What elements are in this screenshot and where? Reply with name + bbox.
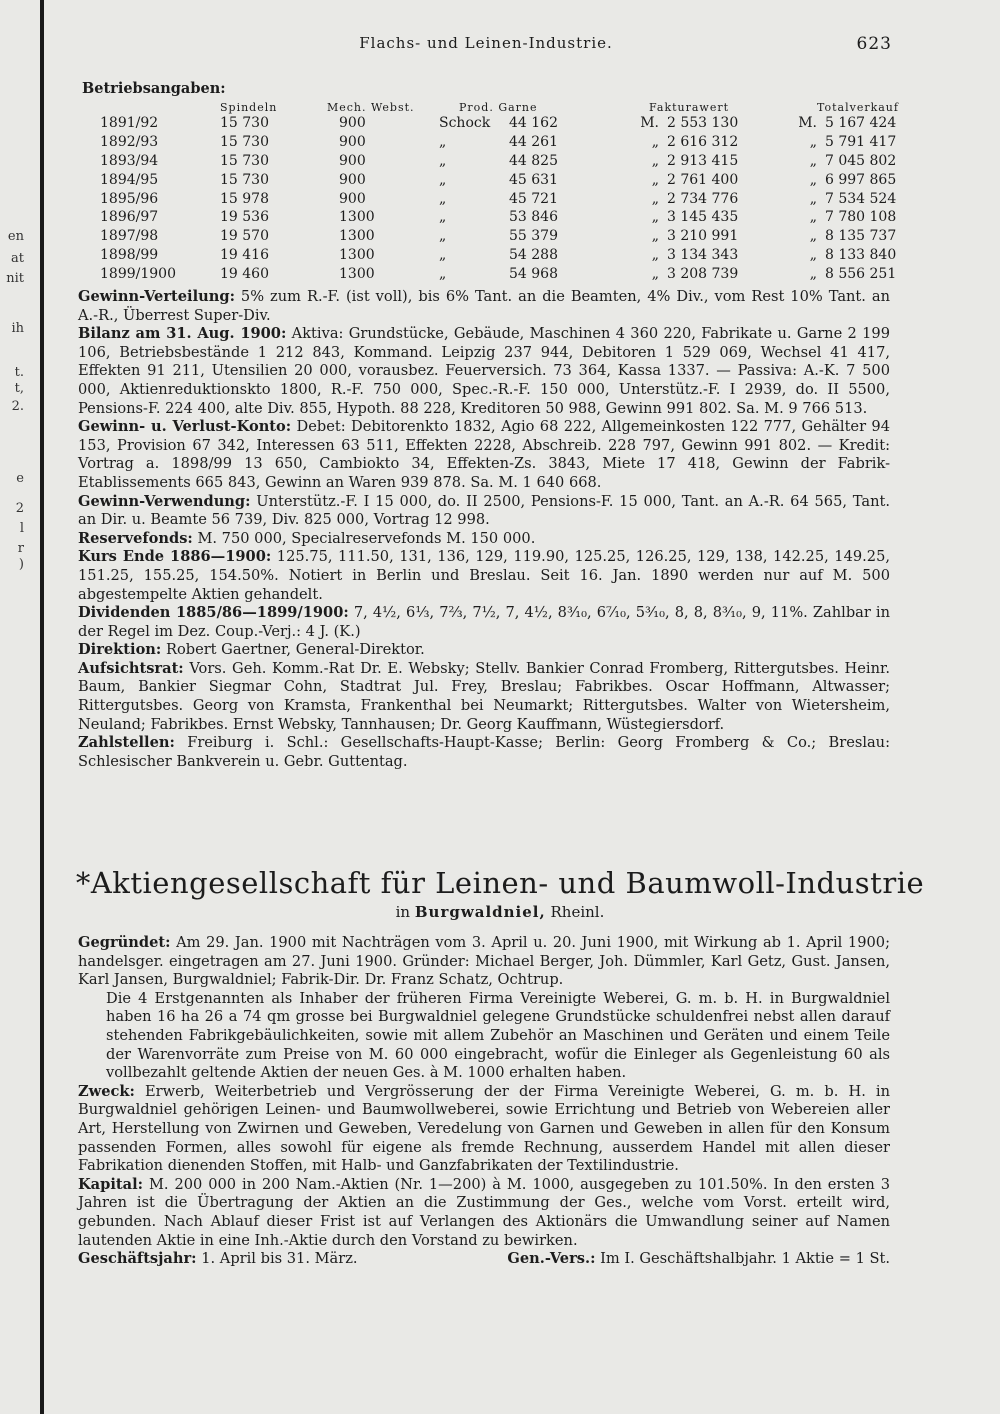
column-header: Mech. Webst. xyxy=(327,101,415,114)
gutter-fragment: at xyxy=(11,251,24,266)
table-cell: 53 846 xyxy=(509,209,558,226)
table-cell: 19 536 xyxy=(220,209,269,226)
table-cell: „ xyxy=(439,190,447,207)
column-header: Prod. Garne xyxy=(459,101,538,114)
entry-label: Reservefonds: xyxy=(78,529,193,547)
location-suffix: Rheinl. xyxy=(550,903,605,921)
entry-text: Aktiva: Grundstücke, Gebäude, Maschinen 4 360 220, Fabrikate u. Garne 2 199 106, Betriebsbestände 1 212 843, Kommand. Leipzig 237 944, Debitoren 1 529 069, Wechsel 41 417, Effekten 91 211, Utensilien 20 000, vorausbez. Feuerversich. 73 364, Kassa 1337. — Passiva: A.-K. 7 500 000, Aktienreduktionskto 1800, R.-F. 750 000, Spec.-R.-F. 150 000, Unterstütz.-F. I 2939, do. II 5500, Pensions-F. 224 400, alte Div. 855, Hypoth. 88 228, Kreditoren 50 988, Gewinn 991 802. Sa. M. 9 766 513. xyxy=(78,325,890,417)
table-cell: „ xyxy=(651,171,659,188)
table-cell: „ xyxy=(651,190,659,207)
table-cell: 19 460 xyxy=(220,265,269,282)
entry-text: Erwerb, Weiterbetrieb und Vergrösserung der der Firma Vereinigte Weberei, G. m. b. H. in Burgwaldniel gehörigen Leinen- und Baumwollweberei, sowie Errichtung und Betrieb von Webereien aller Art, Herstellung von Zwirnen und Geweben, Veredelung von Garnen und Geweben in allen für den Konsum passenden Formen, alles sowohl für eigene als fremde Rechnung, ausserdem Handel mit allen dieser Fabrikation dienenden Stoffen, mit Halb- und Ganzfabrikaten der Textilindustrie. xyxy=(78,1082,890,1175)
entry-text: 125.75, 111.50, 131, 136, 129, 119.90, 125.25, 126.25, 129, 138, 142.25, 149.25, 151.25, 155.25, 154.50%. Notiert in Berlin und Breslau. Seit 16. Jan. 1890 werden nur auf M. 500 abgestempelte Aktien gehandelt. xyxy=(78,548,890,603)
table-cell: „ xyxy=(651,265,659,282)
entry-kapital xyxy=(78,1176,890,1250)
table-cell: 54 968 xyxy=(509,265,558,282)
table-row xyxy=(82,246,915,265)
gutter-fragment: t. xyxy=(14,365,24,380)
table-cell: 8 135 737 xyxy=(825,228,897,245)
header-title: Flachs- und Leinen-Industrie. xyxy=(359,34,613,52)
table-cell: 7 534 524 xyxy=(825,190,897,207)
gutter-fragment: en xyxy=(7,229,24,244)
entry-label: Gewinn-Verteilung: xyxy=(78,288,235,305)
table-cell: 1300 xyxy=(339,228,375,245)
company-location xyxy=(60,903,940,921)
table-cell: 44 261 xyxy=(509,134,558,151)
section-gewinnverteilung xyxy=(78,288,890,771)
table-cell: 19 416 xyxy=(220,246,269,263)
entry-label: Gegründet: xyxy=(78,934,171,951)
table-cell: 900 xyxy=(339,134,366,151)
geschaeftsjahr-part xyxy=(78,1250,358,1269)
entry-zahlstellen xyxy=(78,734,890,771)
table-cell: „ xyxy=(651,152,659,169)
table-cell: 8 133 840 xyxy=(825,246,897,263)
table-cell: „ xyxy=(439,209,447,226)
running-header xyxy=(80,34,892,58)
gutter-fragment: 2 xyxy=(15,501,24,516)
table-cell: 900 xyxy=(339,171,366,188)
entry-gegruendet xyxy=(78,934,890,990)
entry-text: Freiburg i. Schl.: Gesellschafts-Haupt-Kasse; Berlin: Georg Fromberg & Co.; Breslau: Schlesischer Bankverein u. Gebr. Guttentag. xyxy=(78,734,890,770)
entry-dividenden xyxy=(78,604,890,641)
table-cell: 3 208 739 xyxy=(667,265,739,282)
table-cell: 1899/1900 xyxy=(100,265,176,282)
entry-text: M. 750 000, Specialreservefonds M. 150 000. xyxy=(192,529,536,547)
entry-label: Gewinn-Verwendung: xyxy=(78,492,251,510)
table-cell: 15 978 xyxy=(220,190,269,207)
table-cell: „ xyxy=(809,265,817,282)
table-cell: 2 761 400 xyxy=(667,171,739,188)
betriebsangaben-label: Betriebsangaben: xyxy=(82,80,226,97)
table-cell: 900 xyxy=(339,190,366,207)
table-row xyxy=(82,170,915,189)
table-cell: „ xyxy=(651,134,659,151)
table-cell: 3 210 991 xyxy=(667,228,739,245)
entry-gewinn-verlust xyxy=(78,418,890,492)
entry-text: Robert Gaertner, General-Direktor. xyxy=(161,641,425,659)
table-cell: „ xyxy=(651,228,659,245)
entry-zweck xyxy=(78,1083,890,1176)
column-header: Spindeln xyxy=(220,101,278,114)
table-cell: 19 570 xyxy=(220,228,269,245)
table-cell: 54 288 xyxy=(509,246,558,263)
location-prefix: in xyxy=(395,903,411,921)
entry-label: Zweck: xyxy=(78,1082,135,1100)
table-row xyxy=(82,189,915,208)
entry-label: Aufsichtsrat: xyxy=(78,659,184,677)
entry-gewinnverwendung xyxy=(78,493,890,530)
table-cell: 45 721 xyxy=(509,190,558,207)
table-cell: 15 730 xyxy=(220,152,269,169)
entry-text: Im I. Geschäftshalbjahr. 1 Aktie = 1 St. xyxy=(595,1250,890,1268)
table-cell: „ xyxy=(809,190,817,207)
entry-label: Direktion: xyxy=(78,641,162,659)
entry-text: Vors. Geh. Komm.-Rat Dr. E. Websky; Stellv. Bankier Conrad Fromberg, Rittergutsbes. Heinr. Baum, Bankier Siegmar Cohn, Stadtrat Jul. Frey, Breslau; Fabrikbes. Oscar Hoffmann, Altwasser; Rittergutsbes. Georg von Kramsta, Frankenthal bei Neumarkt; Rittergutsbes. Walter von Wietersheim, Neuland; Fabrikbes. Ernst Websky, Tannhausen; Dr. Georg Kauffmann, Wüstegiersdorf. xyxy=(78,659,890,733)
entry-text: M. 200 000 in 200 Nam.-Aktien (Nr. 1—200) à M. 1000, ausgegeben zu 101.50%. In den ersten 3 Jahren ist die Übertragung der Aktien an die Zustimmung der Ges., welche vom Vorst. erteilt wird, gebunden. Nach Ablauf dieser Frist ist auf Verlangen des Aktionärs die Umwandlung seiner auf Namen lautenden Aktie in eine Inh.-Aktie durch den Vorstand zu bewirken. xyxy=(78,1175,890,1249)
entry-text: 1. April bis 31. März. xyxy=(196,1250,358,1268)
entry-text: Debet: Debitorenkto 1832, Agio 68 222, Allgemeinkosten 122 777, Gehälter 94 153, Provision 67 342, Interessen 63 511, Effekten 2228, Abschreib. 228 797, Gewinn 991 802. — Kredit: Vortrag a. 1898/99 13 650, Cambiokto 34, Effekten-Zs. 3843, Miete 17 418, Gewinn der Fabrik-Etablissements 665 843, Gewinn an Waren 939 878. Sa. M. 1 640 668. xyxy=(78,418,890,491)
entry-gegruendet-detail: Die 4 Erstgenannten als Inhaber der früheren Firma Vereinigte Weberei, G. m. b. H. in Burgwaldniel haben 16 ha 26 a 74 qm grosse bei Burgwaldniel gelegene Grundstücke schuldenfrei nebst allen darauf stehenden Fabrikgebäulichkeiten, sowie mit allem Zubehör an Maschinen und Geräten und einem Teile der Warenvorräte zum Preise von M. 60 000 eingebracht, wofür die Einleger als Gegenleistung 60 als vollbezahlt geltende Aktien der neuen Ges. à M. 1000 erhalten haben. xyxy=(106,989,890,1082)
entry-gewinnverteilung xyxy=(78,288,890,325)
entry-text: 7, 4½, 6⅓, 7⅔, 7½, 7, 4½, 8³⁄₁₀, 6⁷⁄₁₀, 5³⁄₁₀, 8, 8, 8³⁄₁₀, 9, 11%. Zahlbar in der Regel im Dez. Coup.-Verj.: 4 J. (K.) xyxy=(78,604,890,640)
table-cell: 1895/96 xyxy=(100,190,159,207)
table-cell: 44 162 xyxy=(509,115,558,132)
table-row xyxy=(82,152,915,171)
genvers-part xyxy=(507,1250,890,1269)
table-cell: 15 730 xyxy=(220,171,269,188)
entry-label: Geschäftsjahr: xyxy=(78,1250,197,1268)
table-cell: 2 616 312 xyxy=(667,134,739,151)
table-cell: 15 730 xyxy=(220,134,269,151)
gutter-fragment: t, xyxy=(14,381,24,396)
table-row xyxy=(82,227,915,246)
gutter-fragment: r xyxy=(17,541,24,556)
table-cell: 44 825 xyxy=(509,152,558,169)
page-binding-edge xyxy=(40,0,44,1414)
table-cell: M. xyxy=(798,115,817,132)
table-cell: 1898/99 xyxy=(100,246,159,263)
table-cell: 1300 xyxy=(339,265,375,282)
table-row xyxy=(82,133,915,152)
table-cell: „ xyxy=(439,152,447,169)
table-cell: 7 045 802 xyxy=(825,152,897,169)
table-cell: „ xyxy=(809,152,817,169)
gutter-fragment: e xyxy=(16,471,24,486)
entry-reservefonds xyxy=(78,530,890,549)
entry-text: 5% zum R.-F. (ist voll), bis 6% Tant. an die Beamten, 4% Div., vom Rest 10% Tant. an A.-R., Überrest Super-Div. xyxy=(78,288,890,324)
table-cell: „ xyxy=(809,134,817,151)
entry-label: Zahlstellen: xyxy=(78,734,175,752)
entry-kurs xyxy=(78,548,890,604)
page-number: 623 xyxy=(856,34,892,54)
column-header: Totalverkauf xyxy=(817,101,899,114)
gutter-fragment: nit xyxy=(6,271,24,286)
column-header: Fakturawert xyxy=(649,101,730,114)
entry-label: Gewinn- u. Verlust-Konto: xyxy=(78,418,292,436)
table-row xyxy=(82,208,915,227)
table-cell: „ xyxy=(439,246,447,263)
company-title: *Aktiengesellschaft für Leinen- und Baumwoll-Industrie xyxy=(75,866,925,900)
table-row xyxy=(82,264,915,283)
table-cell: 2 734 776 xyxy=(667,190,739,207)
table-cell: „ xyxy=(439,228,447,245)
table-cell: „ xyxy=(439,265,447,282)
gutter-fragment: 2. xyxy=(11,399,24,414)
table-cell: „ xyxy=(439,134,447,151)
table-cell: 2 553 130 xyxy=(667,115,739,132)
table-cell: 15 730 xyxy=(220,115,269,132)
table-body xyxy=(82,114,915,283)
entry-direktion xyxy=(78,641,890,660)
entry-bilanz xyxy=(78,325,890,418)
table-cell: 8 556 251 xyxy=(825,265,897,282)
section-company-details xyxy=(78,934,890,1269)
table-cell: 1892/93 xyxy=(100,134,159,151)
table-cell: „ xyxy=(651,209,659,226)
entry-label: Bilanz am 31. Aug. 1900: xyxy=(78,325,287,343)
gutter-fragment: l xyxy=(19,521,24,536)
table-cell: 1300 xyxy=(339,246,375,263)
table-cell: 3 134 343 xyxy=(667,246,739,263)
table-cell: 5 791 417 xyxy=(825,134,897,151)
entry-label: Kapital: xyxy=(78,1175,144,1193)
table-cell: 1897/98 xyxy=(100,228,159,245)
table-row xyxy=(82,114,915,133)
entry-label: Kurs Ende 1886—1900: xyxy=(78,548,272,566)
table-header-row xyxy=(82,98,915,114)
table-cell: 900 xyxy=(339,115,366,132)
table-cell: „ xyxy=(809,171,817,188)
entry-text: Am 29. Jan. 1900 mit Nachträgen vom 3. April u. 20. Juni 1900, mit Wirkung ab 1. April 1900; handelsger. eingetragen am 27. Juni 1900. Gründer: Michael Berger, Joh. Dümmler, Karl Getz, Gust. Jansen, Karl Jansen, Burgwaldniel; Fabrik-Dir. Dr. Franz Schatz, Ochtrup. xyxy=(78,934,890,989)
table-cell: 1896/97 xyxy=(100,209,159,226)
table-cell: 45 631 xyxy=(509,171,558,188)
entry-geschaeftsjahr xyxy=(78,1250,890,1269)
table-cell: Schock xyxy=(439,115,491,132)
production-table xyxy=(82,98,915,283)
table-cell: 5 167 424 xyxy=(825,115,897,132)
table-cell: 900 xyxy=(339,152,366,169)
gutter-fragment: ) xyxy=(18,557,24,572)
table-cell: „ xyxy=(439,171,447,188)
entry-label: Gen.-Vers.: xyxy=(507,1250,596,1268)
table-cell: 3 145 435 xyxy=(667,209,739,226)
location-city: Burgwaldniel, xyxy=(414,903,546,921)
table-cell: 1300 xyxy=(339,209,375,226)
table-cell: 1891/92 xyxy=(100,115,159,132)
gutter-fragment: ih xyxy=(11,321,24,336)
table-cell: 1893/94 xyxy=(100,152,159,169)
entry-aufsichtsrat xyxy=(78,660,890,734)
entry-text: Unterstütz.-F. I 15 000, do. II 2500, Pensions-F. 15 000, Tant. an A.-R. 64 565, Tant. an Dir. u. Beamte 56 739, Div. 825 000, Vortrag 12 998. xyxy=(78,492,890,529)
table-cell: „ xyxy=(651,246,659,263)
table-cell: „ xyxy=(809,246,817,263)
table-cell: 1894/95 xyxy=(100,171,159,188)
table-cell: „ xyxy=(809,228,817,245)
table-cell: 7 780 108 xyxy=(825,209,897,226)
entry-label: Dividenden 1885/86—1899/1900: xyxy=(78,604,349,622)
table-cell: M. xyxy=(640,115,659,132)
table-cell: 2 913 415 xyxy=(667,152,739,169)
table-cell: 55 379 xyxy=(509,228,558,245)
table-cell: 6 997 865 xyxy=(825,171,897,188)
table-cell: „ xyxy=(809,209,817,226)
